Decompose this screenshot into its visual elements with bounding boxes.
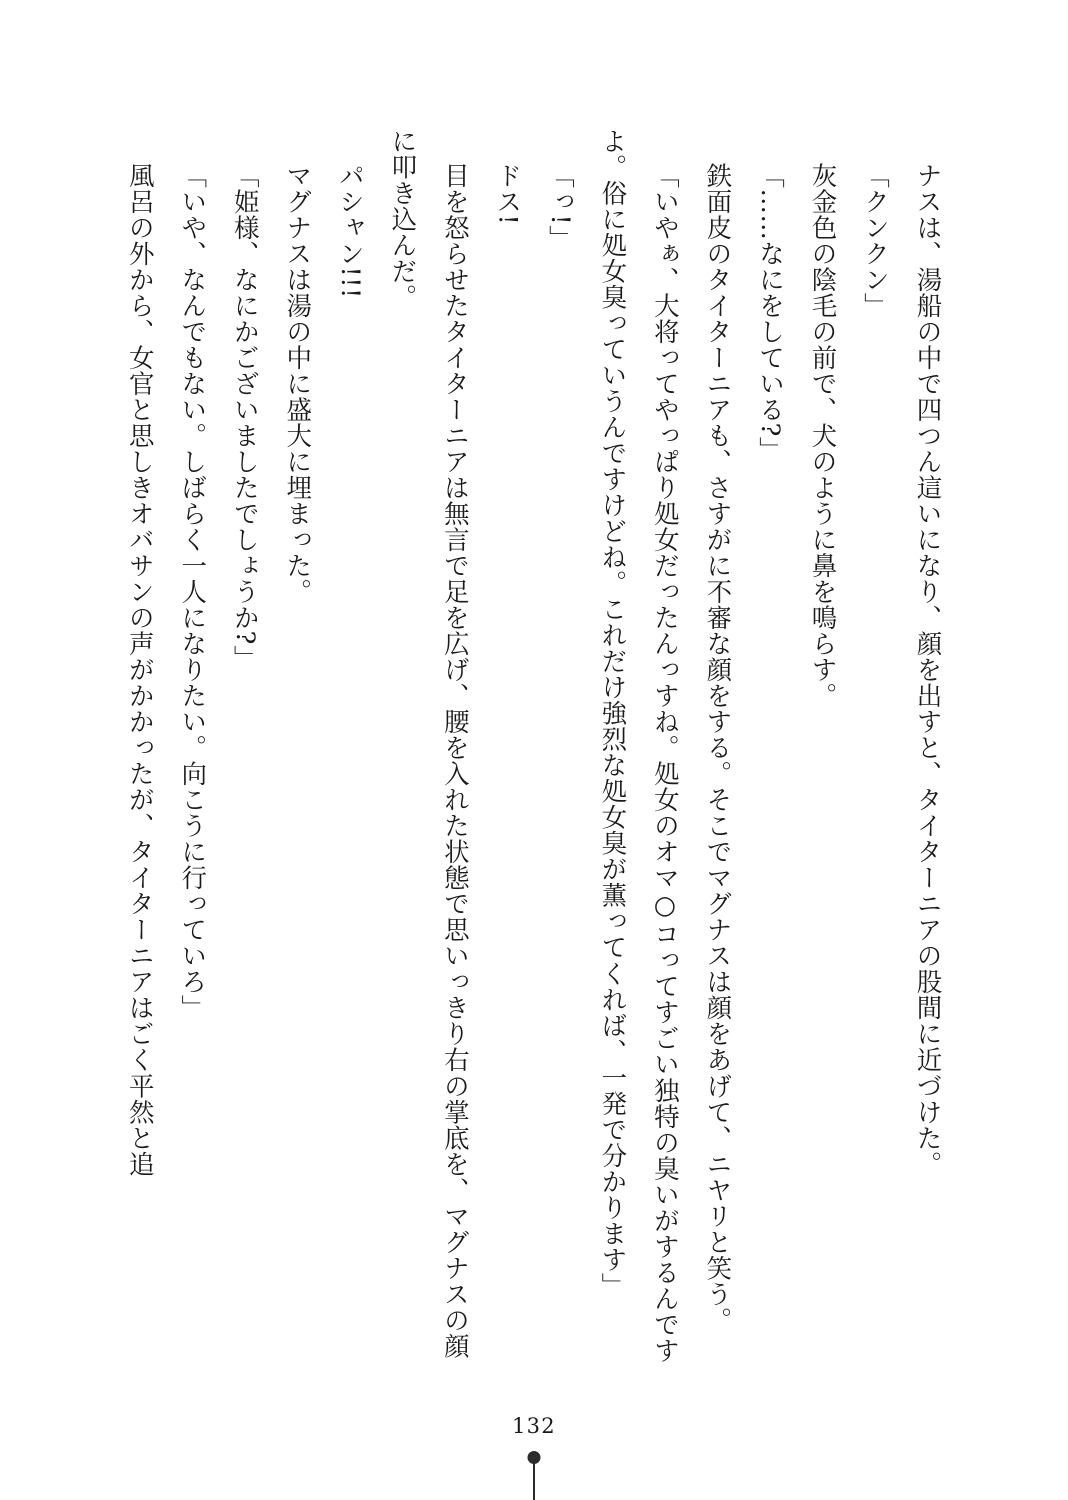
- paragraph: 「クンクン」: [859, 162, 890, 319]
- page-number: 132: [512, 1414, 556, 1438]
- paragraph: 風呂の外から、女官と思しきオバサンの声がかかったが、タイターニアはごく平然と追: [124, 162, 155, 1177]
- vertical-text-body: [86, 128, 1006, 1368]
- paragraph: 目を怒らせたタイターニアは無言で足を広げ、腰を入れた状態で思いっきり右の掌底を、マグナスの顔に叩き込んだ。: [387, 128, 470, 1359]
- paragraph: 「姫様、なにかございましたでしょうか?」: [229, 162, 260, 671]
- paragraph: ドス!: [492, 162, 523, 226]
- paragraph: 鉄面皮のタイターニアも、さすがに不審な顔をする。そこでマグナスは顔をあげて、ニヤリと笑う。: [702, 162, 733, 1333]
- paragraph: 「……なにをしている?」: [754, 162, 785, 463]
- paragraph: 「っ!」: [544, 162, 575, 252]
- paragraph: 「いや、なんでもない。しばらく一人になりたい。向こうに行っていろ」: [177, 162, 208, 1021]
- spine-line-mark: [533, 1454, 535, 1500]
- paragraph: 灰金色の陰毛の前で、犬のように鼻を鳴らす。: [807, 162, 838, 709]
- paragraph: パシャン!!!: [334, 162, 365, 299]
- paragraph: ナスは、湯船の中で四つん這いになり、顔を出すと、タイターニアの股間に近づけた。: [912, 162, 943, 1177]
- paragraph: 「いやぁ、大将ってやっぱり処女だったんっすね。処女のオマ○コってすごい独特の臭いがするんですよ。俗に処女臭っていうんですけどね。これだけ強烈な処女臭が薫ってくれば、一発で分かります」: [597, 128, 680, 1364]
- paragraph: マグナスは湯の中に盛大に埋まった。: [282, 162, 313, 605]
